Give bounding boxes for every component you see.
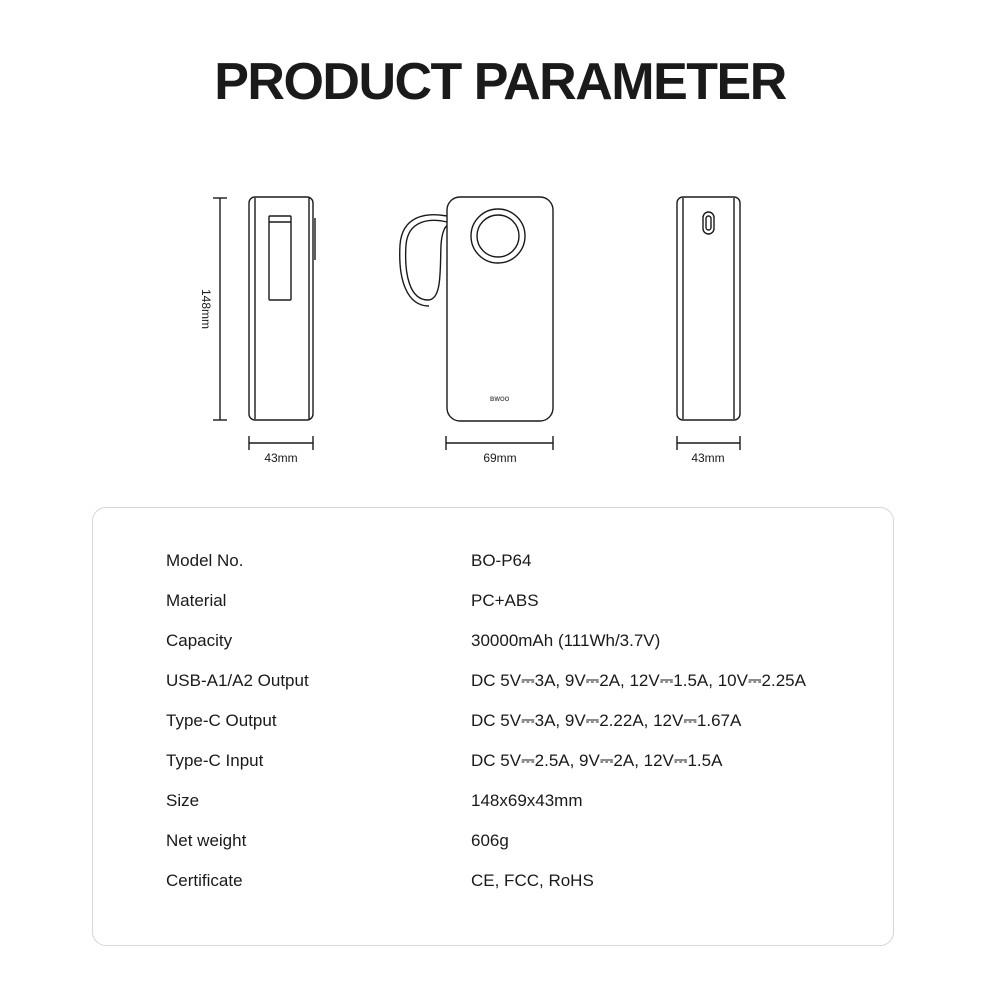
spec-value: BO-P64 (471, 551, 532, 570)
spec-value: 30000mAh (111Wh/3.7V) (471, 631, 661, 650)
front-view (400, 197, 553, 450)
right-side-view (677, 197, 740, 450)
spec-value: 606g (471, 831, 509, 850)
spec-value: DC 5V⎓3A, 9V⎓2A, 12V⎓1.5A, 10V⎓2.25A (471, 671, 806, 690)
spec-value: 148x69x43mm (471, 791, 583, 810)
spec-label: Net weight (166, 831, 247, 850)
spec-value: DC 5V⎓3A, 9V⎓2.22A, 12V⎓1.67A (471, 711, 742, 730)
brand-mark: BWOO (490, 397, 510, 403)
left-width-label: 43mm (264, 451, 298, 465)
spec-value: CE, FCC, RoHS (471, 871, 594, 890)
spec-label: Type-C Input (166, 751, 264, 770)
spec-table (92, 507, 894, 946)
spec-label: USB-A1/A2 Output (166, 671, 309, 690)
spec-label: Material (166, 591, 227, 610)
spec-label: Model No. (166, 551, 244, 570)
height-dimension-label: 148mm (199, 288, 213, 329)
spec-label: Capacity (166, 631, 233, 650)
spec-label: Certificate (166, 871, 243, 890)
spec-value: DC 5V⎓2.5A, 9V⎓2A, 12V⎓1.5A (471, 751, 723, 770)
right-width-label: 43mm (691, 451, 725, 465)
page-title: PRODUCT PARAMETER (214, 53, 786, 111)
front-width-label: 69mm (483, 451, 517, 465)
spec-label: Type-C Output (166, 711, 277, 730)
spec-value: PC+ABS (471, 591, 539, 610)
left-side-view (213, 197, 315, 450)
spec-label: Size (166, 791, 200, 810)
